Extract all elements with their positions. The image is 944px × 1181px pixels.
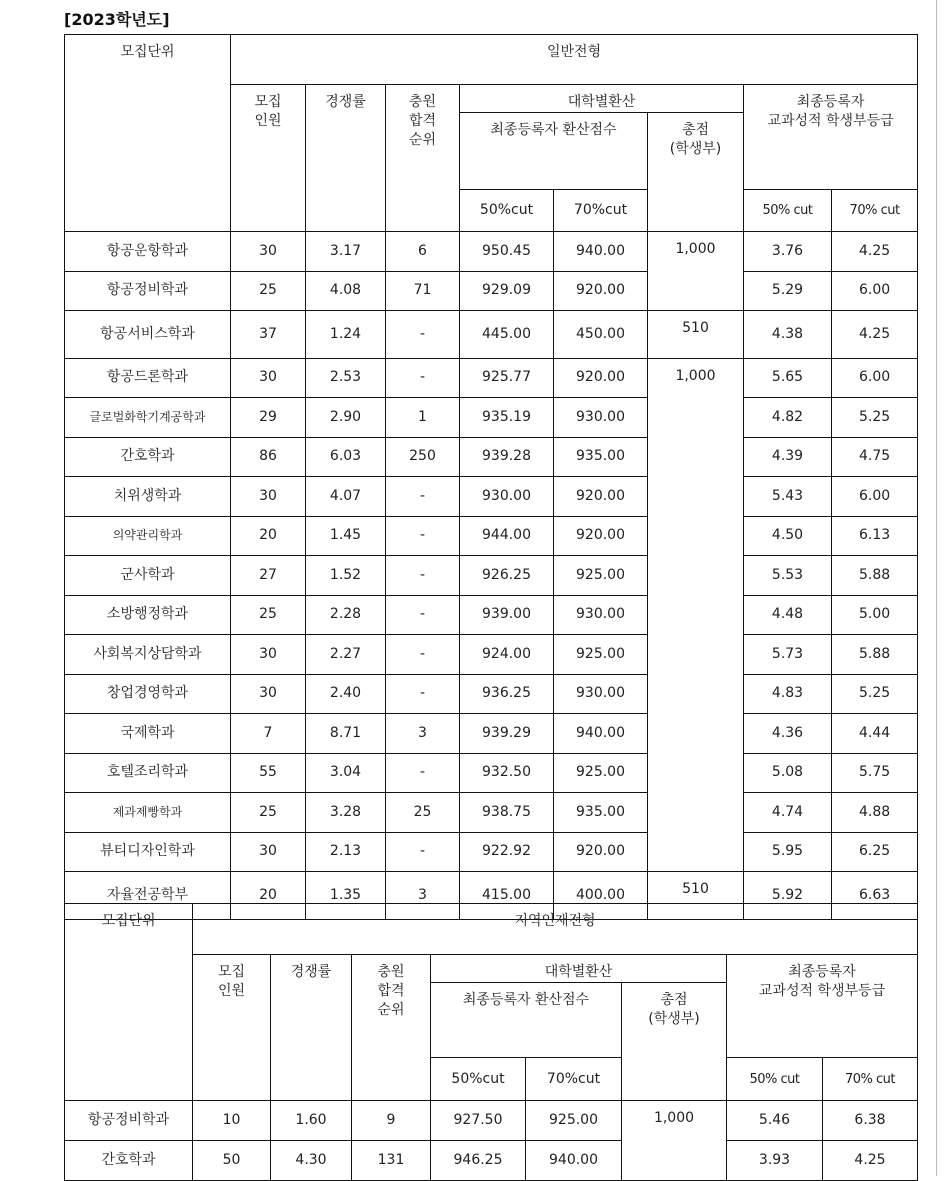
total-score-value: 1,000 [622,1101,727,1181]
recruitment-unit-name: 뷰티디자인학과 [65,832,231,872]
waitlist-rank-value: 3 [386,872,460,920]
score-70-cut-value: 920.00 [554,477,648,517]
grade-50-cut-value: 4.50 [744,516,832,556]
score-70-cut-value: 925.00 [554,556,648,596]
score-50-cut-value: 939.28 [460,437,554,477]
waitlist-rank-value: - [386,556,460,596]
table-row [65,556,918,596]
recruitment-unit-name: 치위생학과 [65,477,231,517]
grade-50-cut-value: 3.93 [727,1141,823,1181]
table-row [65,271,918,311]
table-row [65,311,918,359]
competition-rate-value: 4.08 [306,271,386,311]
score-50-cut-value: 946.25 [431,1141,526,1181]
waitlist-rank-value: 3 [386,714,460,754]
grade-50-cut-value: 4.36 [744,714,832,754]
score-50-cut-value: 924.00 [460,635,554,675]
grade-70-cut-value: 4.88 [832,793,918,833]
quota-value: 27 [231,556,306,596]
quota-value: 25 [231,595,306,635]
score-70-cut-value: 930.00 [554,595,648,635]
score-70-cut-value: 400.00 [554,872,648,920]
competition-rate-value: 2.40 [306,674,386,714]
recruitment-unit-name: 글로벌화학기계공학과 [65,398,231,438]
header-recruitment-unit: 모집단위 [65,904,193,1101]
recruitment-unit-name: 사회복지상담학과 [65,635,231,675]
recruitment-unit-name: 군사학과 [65,556,231,596]
grade-50-cut-value: 5.92 [744,872,832,920]
score-50-cut-value: 939.29 [460,714,554,754]
competition-rate-value: 1.24 [306,311,386,359]
quota-value: 55 [231,753,306,793]
competition-rate-value: 4.07 [306,477,386,517]
waitlist-rank-value: - [386,635,460,675]
header-final-converted-score: 최종등록자 환산점수 [460,113,648,190]
header-score-50-cut: 50%cut [431,1058,526,1101]
header-competition-rate: 경쟁률 [306,85,386,232]
total-score-value: 510 [648,872,744,920]
recruitment-unit-name: 항공정비학과 [65,271,231,311]
grade-70-cut-value: 5.88 [832,635,918,675]
score-70-cut-value: 920.00 [554,358,648,398]
score-50-cut-value: 929.09 [460,271,554,311]
quota-value: 30 [231,358,306,398]
grade-70-cut-value: 5.25 [832,398,918,438]
waitlist-rank-value: 131 [352,1141,431,1181]
competition-rate-value: 2.90 [306,398,386,438]
grade-50-cut-value: 4.83 [744,674,832,714]
table-row [65,1141,918,1181]
page-edge-divider [936,0,937,1176]
grade-50-cut-value: 5.73 [744,635,832,675]
header-waitlist-rank: 충원 합격 순위 [386,85,460,232]
header-quota: 모집 인원 [193,955,271,1101]
header-total-score: 총점 (학생부) [622,983,727,1101]
header-score-70-cut: 70%cut [554,190,648,232]
page-title: [2023학년도] [64,10,170,29]
table-row [65,753,918,793]
total-score-value: 1,000 [648,358,744,872]
table-row [65,635,918,675]
header-final-converted-score: 최종등록자 환산점수 [431,983,622,1058]
score-70-cut-value: 920.00 [554,832,648,872]
waitlist-rank-value: - [386,477,460,517]
waitlist-rank-value: - [386,516,460,556]
table-row [65,477,918,517]
header-recruitment-unit: 모집단위 [65,35,231,232]
recruitment-unit-name: 자율전공학부 [65,872,231,920]
score-70-cut-value: 925.00 [554,635,648,675]
grade-50-cut-value: 5.95 [744,832,832,872]
score-70-cut-value: 925.00 [526,1101,622,1141]
quota-value: 29 [231,398,306,438]
grade-70-cut-value: 6.38 [823,1101,918,1141]
quota-value: 86 [231,437,306,477]
score-50-cut-value: 932.50 [460,753,554,793]
score-70-cut-value: 930.00 [554,674,648,714]
header-total-score: 총점 (학생부) [648,113,744,232]
competition-rate-value: 3.04 [306,753,386,793]
grade-70-cut-value: 5.25 [832,674,918,714]
waitlist-rank-value: - [386,753,460,793]
competition-rate-value: 3.17 [306,232,386,272]
score-70-cut-value: 940.00 [554,232,648,272]
quota-value: 30 [231,635,306,675]
recruitment-unit-name: 간호학과 [65,437,231,477]
score-50-cut-value: 938.75 [460,793,554,833]
score-50-cut-value: 950.45 [460,232,554,272]
header-grade-50-cut: 50% cut [727,1058,823,1101]
waitlist-rank-value: 25 [386,793,460,833]
table-row [65,714,918,754]
header-converted-score: 대학별환산 [460,85,744,113]
competition-rate-value: 1.45 [306,516,386,556]
score-50-cut-value: 930.00 [460,477,554,517]
score-50-cut-value: 927.50 [431,1101,526,1141]
table-row [65,358,918,398]
competition-rate-value: 1.60 [271,1101,352,1141]
grade-70-cut-value: 5.00 [832,595,918,635]
score-70-cut-value: 920.00 [554,516,648,556]
header-final-grade: 최종등록자 교과성적 학생부등급 [727,955,918,1058]
table-row [65,437,918,477]
grade-50-cut-value: 4.74 [744,793,832,833]
grade-50-cut-value: 5.53 [744,556,832,596]
recruitment-unit-name: 항공운항학과 [65,232,231,272]
score-70-cut-value: 940.00 [526,1141,622,1181]
grade-50-cut-value: 3.76 [744,232,832,272]
grade-70-cut-value: 6.00 [832,477,918,517]
waitlist-rank-value: - [386,595,460,635]
waitlist-rank-value: 9 [352,1101,431,1141]
waitlist-rank-value: 250 [386,437,460,477]
recruitment-unit-name: 간호학과 [65,1141,193,1181]
recruitment-unit-name: 의약관리학과 [65,516,231,556]
header-competition-rate: 경쟁률 [271,955,352,1101]
table-row [65,1101,918,1141]
grade-50-cut-value: 5.46 [727,1101,823,1141]
grade-50-cut-value: 4.48 [744,595,832,635]
header-converted-score: 대학별환산 [431,955,727,983]
header-score-70-cut: 70%cut [526,1058,622,1101]
competition-rate-value: 1.52 [306,556,386,596]
header-waitlist-rank: 충원 합격 순위 [352,955,431,1101]
recruitment-unit-name: 제과제빵학과 [65,793,231,833]
score-70-cut-value: 940.00 [554,714,648,754]
grade-50-cut-value: 4.38 [744,311,832,359]
competition-rate-value: 2.27 [306,635,386,675]
quota-value: 10 [193,1101,271,1141]
waitlist-rank-value: 6 [386,232,460,272]
competition-rate-value: 2.13 [306,832,386,872]
score-70-cut-value: 925.00 [554,753,648,793]
competition-rate-value: 6.03 [306,437,386,477]
competition-rate-value: 2.28 [306,595,386,635]
score-50-cut-value: 939.00 [460,595,554,635]
score-70-cut-value: 935.00 [554,793,648,833]
quota-value: 20 [231,516,306,556]
quota-value: 30 [231,674,306,714]
quota-value: 50 [193,1141,271,1181]
table-row [65,793,918,833]
quota-value: 30 [231,232,306,272]
competition-rate-value: 2.53 [306,358,386,398]
score-70-cut-value: 930.00 [554,398,648,438]
grade-70-cut-value: 6.00 [832,358,918,398]
competition-rate-value: 8.71 [306,714,386,754]
waitlist-rank-value: 71 [386,271,460,311]
score-50-cut-value: 944.00 [460,516,554,556]
general-admission-table [64,34,918,920]
quota-value: 25 [231,271,306,311]
grade-70-cut-value: 4.25 [823,1141,918,1181]
score-50-cut-value: 935.19 [460,398,554,438]
grade-70-cut-value: 4.25 [832,311,918,359]
score-50-cut-value: 445.00 [460,311,554,359]
regional-talent-table [64,903,918,1181]
recruitment-unit-name: 국제학과 [65,714,231,754]
score-50-cut-value: 925.77 [460,358,554,398]
waitlist-rank-value: 1 [386,398,460,438]
quota-value: 37 [231,311,306,359]
grade-50-cut-value: 5.29 [744,271,832,311]
grade-50-cut-value: 5.43 [744,477,832,517]
score-70-cut-value: 920.00 [554,271,648,311]
grade-70-cut-value: 5.88 [832,556,918,596]
header-score-50-cut: 50%cut [460,190,554,232]
recruitment-unit-name: 항공정비학과 [65,1101,193,1141]
table-row [65,398,918,438]
header-grade-70-cut: 70% cut [832,190,918,232]
header-admission-track: 일반전형 [231,35,918,85]
waitlist-rank-value: - [386,832,460,872]
score-50-cut-value: 415.00 [460,872,554,920]
waitlist-rank-value: - [386,311,460,359]
recruitment-unit-name: 호텔조리학과 [65,753,231,793]
quota-value: 7 [231,714,306,754]
quota-value: 20 [231,872,306,920]
score-50-cut-value: 926.25 [460,556,554,596]
table-row [65,674,918,714]
recruitment-unit-name: 항공서비스학과 [65,311,231,359]
recruitment-unit-name: 항공드론학과 [65,358,231,398]
total-score-value: 1,000 [648,232,744,311]
score-50-cut-value: 922.92 [460,832,554,872]
table-row [65,232,918,272]
grade-50-cut-value: 4.82 [744,398,832,438]
quota-value: 30 [231,477,306,517]
score-70-cut-value: 450.00 [554,311,648,359]
recruitment-unit-name: 창업경영학과 [65,674,231,714]
quota-value: 25 [231,793,306,833]
grade-70-cut-value: 4.25 [832,232,918,272]
competition-rate-value: 3.28 [306,793,386,833]
grade-70-cut-value: 6.63 [832,872,918,920]
grade-70-cut-value: 6.25 [832,832,918,872]
grade-70-cut-value: 6.13 [832,516,918,556]
header-quota: 모집 인원 [231,85,306,232]
header-admission-track: 지역인재전형 [193,904,918,955]
waitlist-rank-value: - [386,358,460,398]
competition-rate-value: 1.35 [306,872,386,920]
table-row [65,595,918,635]
table-row [65,832,918,872]
header-final-grade: 최종등록자 교과성적 학생부등급 [744,85,918,190]
competition-rate-value: 4.30 [271,1141,352,1181]
table-row [65,516,918,556]
grade-70-cut-value: 4.44 [832,714,918,754]
grade-50-cut-value: 5.65 [744,358,832,398]
recruitment-unit-name: 소방행정학과 [65,595,231,635]
grade-50-cut-value: 5.08 [744,753,832,793]
score-70-cut-value: 935.00 [554,437,648,477]
grade-70-cut-value: 6.00 [832,271,918,311]
grade-70-cut-value: 5.75 [832,753,918,793]
score-50-cut-value: 936.25 [460,674,554,714]
grade-70-cut-value: 4.75 [832,437,918,477]
grade-50-cut-value: 4.39 [744,437,832,477]
waitlist-rank-value: - [386,674,460,714]
header-grade-50-cut: 50% cut [744,190,832,232]
quota-value: 30 [231,832,306,872]
total-score-value: 510 [648,311,744,359]
header-grade-70-cut: 70% cut [823,1058,918,1101]
